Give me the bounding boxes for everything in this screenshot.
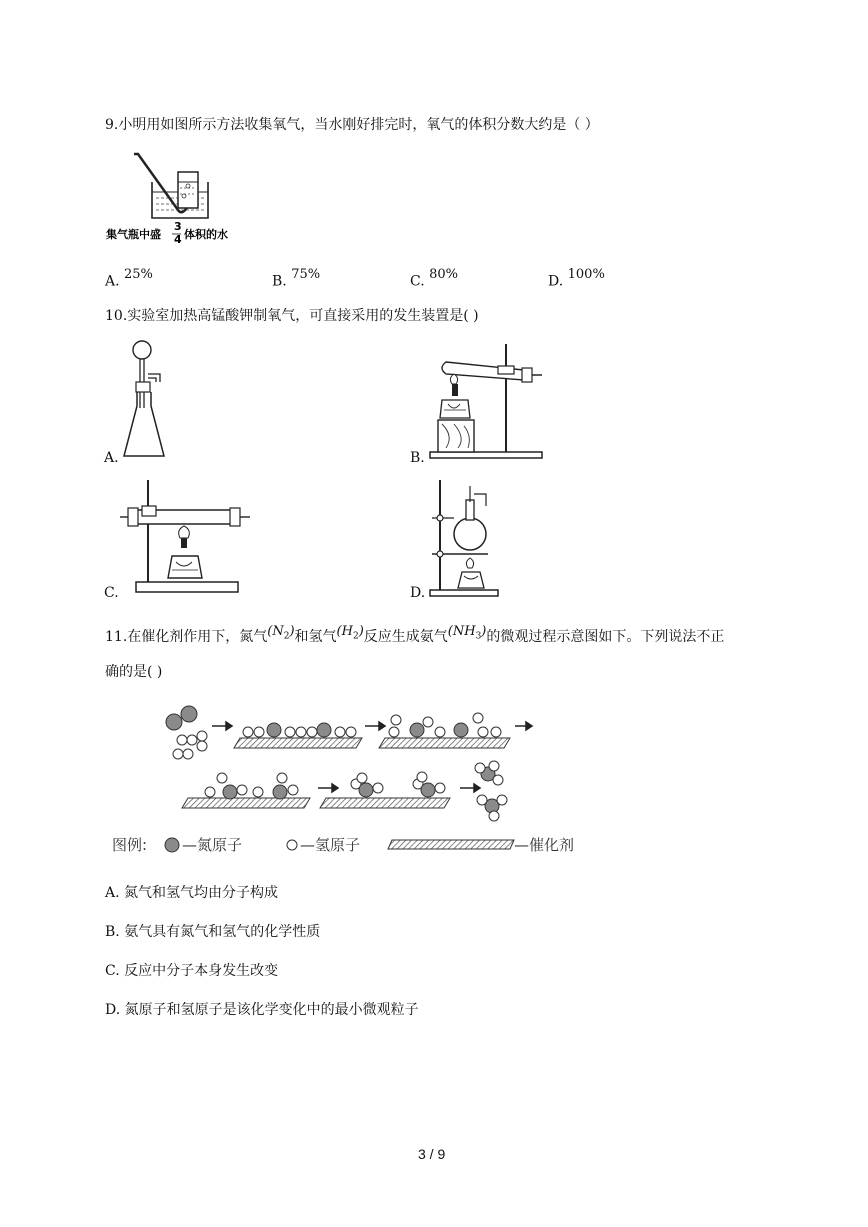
- q11-stem-line2: 确的是( ): [105, 664, 163, 680]
- reactant-molecules: [166, 706, 207, 759]
- q9-option-b[interactable]: [272, 267, 320, 292]
- adsorbed-atoms-step3: [205, 773, 298, 799]
- option-text: 氮原子和氢原子是该化学变化中的最小微观粒子: [124, 1002, 419, 1018]
- ammonia-synthesis-diagram: [110, 700, 600, 860]
- option-value: 80%: [429, 267, 459, 282]
- option-letter: B.: [105, 924, 120, 940]
- catalyst-swatch: [388, 840, 514, 849]
- q9-caption-den: 4: [174, 233, 182, 246]
- q11-option-d[interactable]: [105, 1000, 419, 1020]
- option-letter: C.: [105, 963, 120, 979]
- q10-option-b-label[interactable]: B.: [410, 450, 425, 466]
- q10-option-d-label[interactable]: D.: [410, 585, 426, 601]
- q10-apparatus-d: [424, 478, 504, 600]
- formula-n2: $(N_2)$: [267, 624, 295, 642]
- q10-apparatus-c: [120, 476, 250, 598]
- option-value: 100%: [567, 267, 605, 282]
- q11-option-b[interactable]: [105, 922, 320, 942]
- horizontal-tube-heating-figure: [120, 476, 250, 598]
- q9-option-c[interactable]: [410, 267, 458, 292]
- q9-figure: [104, 148, 254, 246]
- q9-caption-pre: 集气瓶中盛: [106, 228, 161, 241]
- q11-option-c[interactable]: [105, 961, 278, 981]
- q9-stem: 9.小明用如图所示方法收集氧气，当水刚好排完时，氧气的体积分数大约是（ ）: [105, 117, 599, 133]
- q9-option-a[interactable]: [105, 267, 153, 292]
- q11-text: 的微观过程示意图如下。下列说法不正: [486, 629, 725, 645]
- q9-option-d[interactable]: [548, 267, 605, 292]
- q9-caption-post: 体积的水: [184, 228, 228, 241]
- formula-h2: $(H_2)$: [336, 624, 364, 642]
- q11-text: 和氢气: [294, 629, 337, 645]
- q10-option-c-label[interactable]: C.: [104, 585, 119, 601]
- option-letter: D.: [105, 1002, 121, 1018]
- option-letter: A.: [105, 885, 120, 901]
- q11-stem-line1: [105, 622, 724, 647]
- round-flask-heating-figure: [424, 478, 504, 600]
- option-value: 75%: [291, 267, 321, 282]
- test-tube-heating-figure: [424, 340, 546, 462]
- option-letter: D.: [548, 273, 564, 290]
- legend-prefix: 图例:: [112, 836, 148, 854]
- hydrogen-atom-swatch: [287, 840, 297, 850]
- q10-apparatus-a: [120, 338, 182, 464]
- q11-text: 11.在催化剂作用下，氮气: [105, 629, 268, 645]
- product-molecules-step4: [351, 772, 445, 797]
- q11-micro-process-figure: [110, 700, 600, 860]
- q10-option-a-label[interactable]: A.: [104, 450, 119, 466]
- page-number: 3 / 9: [418, 1146, 446, 1162]
- option-text: 氮气和氢气均由分子构成: [124, 885, 279, 901]
- adsorbed-atoms-step2: [389, 713, 501, 737]
- q11-text: 反应生成氨气: [363, 629, 448, 645]
- option-value: 25%: [124, 267, 153, 282]
- legend-hydrogen: —氢原子: [300, 836, 361, 854]
- gas-collection-figure: [104, 148, 254, 246]
- conical-flask-funnel-figure: [120, 338, 182, 464]
- q10-apparatus-b: [424, 340, 546, 462]
- legend-catalyst: —催化剂: [514, 836, 575, 854]
- option-letter: A.: [105, 273, 120, 290]
- legend-nitrogen: —氮原子: [182, 836, 243, 854]
- nitrogen-atom-swatch: [165, 838, 179, 852]
- option-text: 氨气具有氮气和氢气的化学性质: [124, 924, 321, 940]
- q11-option-a[interactable]: [105, 883, 278, 903]
- option-letter: C.: [410, 273, 425, 290]
- ammonia-products: [475, 761, 507, 821]
- q9-caption-num: 3: [174, 220, 182, 233]
- q10-stem: 10.实验室加热高锰酸钾制氧气，可直接采用的发生装置是( ): [105, 308, 479, 324]
- adsorbed-atoms-step1: [243, 723, 356, 737]
- formula-nh3: $(NH_3)$: [447, 624, 487, 642]
- option-letter: B.: [272, 273, 287, 290]
- option-text: 反应中分子本身发生改变: [124, 963, 279, 979]
- legend: [112, 836, 574, 854]
